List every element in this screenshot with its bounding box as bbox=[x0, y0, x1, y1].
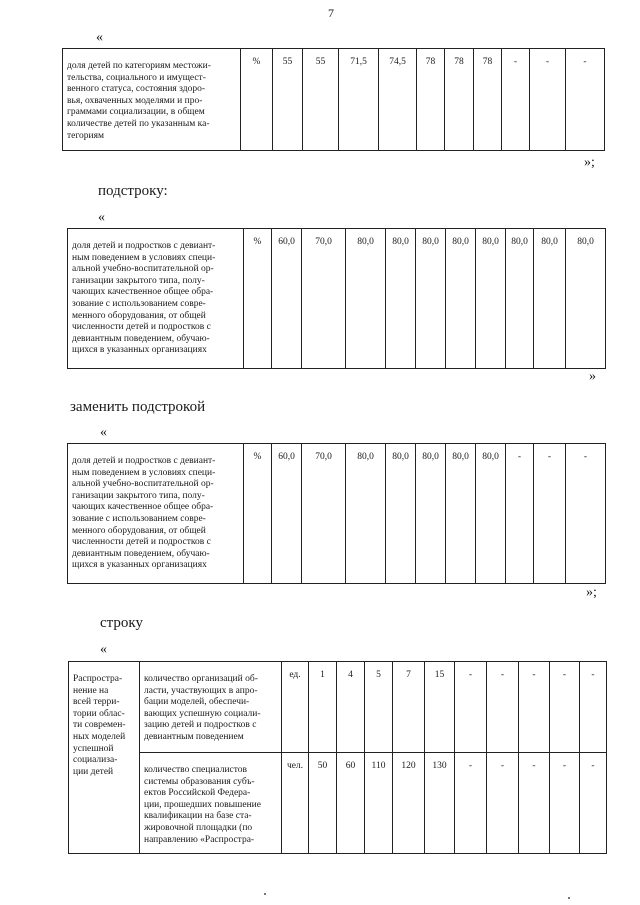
heading-stroku: строку bbox=[100, 615, 143, 631]
value-cell: 80,0 bbox=[346, 444, 386, 584]
unit-cell: чел. bbox=[282, 753, 309, 854]
value-cell: 78 bbox=[445, 49, 474, 151]
scan-speck bbox=[264, 893, 266, 895]
value-cell: - bbox=[550, 753, 580, 854]
value-cell: - bbox=[534, 444, 566, 584]
value-cell: 71,5 bbox=[339, 49, 379, 151]
value-cell: 80,0 bbox=[386, 444, 416, 584]
closing-quote: »; bbox=[586, 585, 597, 600]
activity-description: Распростра- нение на всей терри- тории облас- ти современ- ных моделей успешной социализа- ции детей bbox=[69, 662, 140, 854]
value-cell: 55 bbox=[303, 49, 339, 151]
value-cell: 7 bbox=[393, 662, 425, 753]
value-cell: - bbox=[530, 49, 566, 151]
unit-cell: % bbox=[244, 229, 272, 369]
value-cell: - bbox=[550, 662, 580, 753]
page-number: 7 bbox=[328, 6, 334, 20]
value-cell: 60,0 bbox=[272, 229, 302, 369]
value-cell: 110 bbox=[365, 753, 393, 854]
unit-cell: % bbox=[244, 444, 272, 584]
value-cell: 70,0 bbox=[302, 229, 346, 369]
value-cell: 120 bbox=[393, 753, 425, 854]
table-row bbox=[69, 662, 607, 753]
value-cell: 80,0 bbox=[476, 229, 506, 369]
value-cell: 80,0 bbox=[446, 229, 476, 369]
value-cell: 80,0 bbox=[386, 229, 416, 369]
value-cell: - bbox=[502, 49, 530, 151]
opening-quote: « bbox=[98, 210, 105, 225]
heading-podstroku: подстроку: bbox=[98, 183, 168, 199]
table-section3 bbox=[67, 443, 606, 584]
table-section2 bbox=[67, 228, 606, 369]
value-cell: 130 bbox=[425, 753, 455, 854]
value-cell: 5 bbox=[365, 662, 393, 753]
value-cell: 80,0 bbox=[416, 444, 446, 584]
table-row bbox=[68, 229, 606, 369]
value-cell: 70,0 bbox=[302, 444, 346, 584]
value-cell: - bbox=[455, 753, 487, 854]
opening-quote: « bbox=[100, 642, 107, 657]
heading-zamenit: заменить подстрокой bbox=[70, 399, 206, 415]
indicator-description: доля детей и подростков с девиант- ным поведением в условиях специ- альной учебно-воспитательной ор- ганизации закрытого типа, полу- чающих качественное общее обра- зование с использованием совре- менного оборудования, от общей численности детей и подростков с девиантным поведением, обучаю- щихся в указанных организациях bbox=[68, 229, 244, 369]
indicator-description: количество организаций об- ласти, участвующих в апро- бации моделей, обеспечи- вающих успешную социали- зацию детей и подростков с девиантным поведением bbox=[140, 662, 282, 753]
value-cell: - bbox=[566, 444, 606, 584]
value-cell: - bbox=[455, 662, 487, 753]
value-cell: 80,0 bbox=[446, 444, 476, 584]
value-cell: 80,0 bbox=[416, 229, 446, 369]
value-cell: - bbox=[506, 444, 534, 584]
value-cell: 80,0 bbox=[534, 229, 566, 369]
value-cell: 78 bbox=[474, 49, 502, 151]
table-row bbox=[68, 444, 606, 584]
value-cell: - bbox=[519, 753, 550, 854]
table-section1 bbox=[62, 48, 605, 151]
table-row bbox=[63, 49, 605, 151]
indicator-description: доля детей по категориям местожи- тельства, социального и имущест- венного статуса, состояния здоро- вья, охваченных моделями и про- граммами социализации, в общем количестве детей по указанным ка- тегориям bbox=[63, 49, 241, 151]
value-cell: - bbox=[580, 662, 607, 753]
value-cell: - bbox=[580, 753, 607, 854]
scan-speck bbox=[568, 897, 570, 899]
value-cell: 60,0 bbox=[272, 444, 302, 584]
value-cell: 15 bbox=[425, 662, 455, 753]
value-cell: 4 bbox=[337, 662, 365, 753]
value-cell: 55 bbox=[273, 49, 303, 151]
value-cell: 78 bbox=[417, 49, 445, 151]
value-cell: 60 bbox=[337, 753, 365, 854]
value-cell: 74,5 bbox=[379, 49, 417, 151]
opening-quote: « bbox=[96, 30, 103, 45]
value-cell: - bbox=[519, 662, 550, 753]
unit-cell: ед. bbox=[282, 662, 309, 753]
value-cell: - bbox=[566, 49, 605, 151]
opening-quote: « bbox=[100, 425, 107, 440]
value-cell: 80,0 bbox=[506, 229, 534, 369]
value-cell: - bbox=[487, 662, 519, 753]
value-cell: - bbox=[487, 753, 519, 854]
table-section4 bbox=[68, 661, 607, 854]
indicator-description: доля детей и подростков с девиант- ным поведением в условиях специ- альной учебно-воспитательной ор- ганизации закрытого типа, полу- чающих качественное общее обра- зование с использованием совре- менного оборудования, от общей численности детей и подростков с девиантным поведением, обучаю- щихся в указанных организациях bbox=[68, 444, 244, 584]
closing-quote: »; bbox=[584, 155, 595, 170]
value-cell: 50 bbox=[309, 753, 337, 854]
unit-cell: % bbox=[241, 49, 273, 151]
indicator-description: количество специалистов системы образования субъ- ектов Российской Федера- ции, прошедших повышение квалификации на базе ста- жировочной площадки (по направлению «Распростра- bbox=[140, 753, 282, 854]
value-cell: 1 bbox=[309, 662, 337, 753]
value-cell: 80,0 bbox=[566, 229, 606, 369]
table-row bbox=[69, 753, 607, 854]
closing-quote: » bbox=[589, 369, 596, 384]
value-cell: 80,0 bbox=[476, 444, 506, 584]
value-cell: 80,0 bbox=[346, 229, 386, 369]
